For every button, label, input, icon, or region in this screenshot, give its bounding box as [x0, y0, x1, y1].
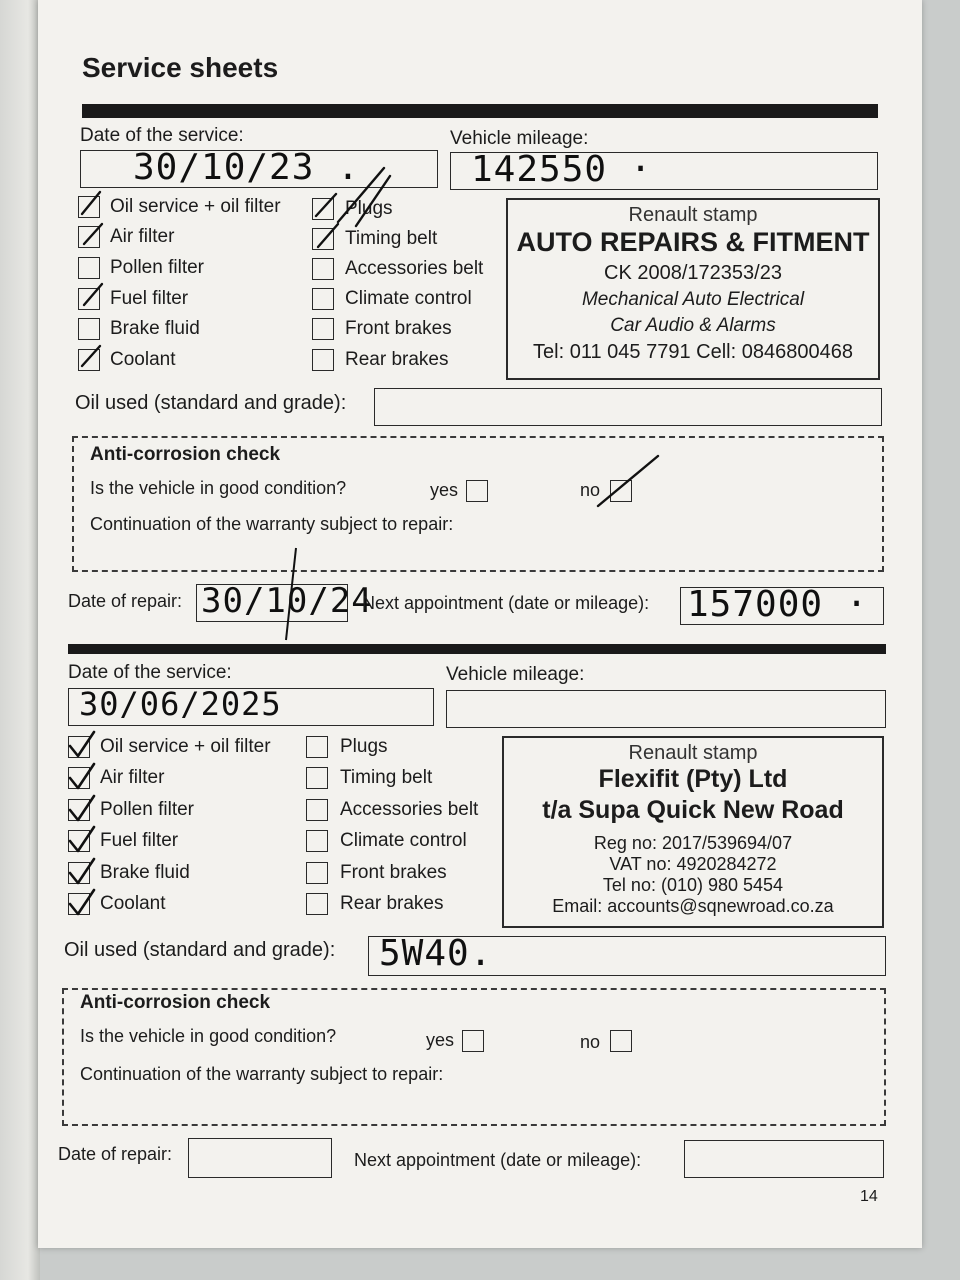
warranty-continuation-label: Continuation of the warranty subject to repair:	[90, 514, 454, 534]
item-label: Coolant	[110, 349, 176, 370]
date-of-repair-label: Date of repair:	[68, 591, 183, 611]
no-label: no	[580, 1032, 601, 1052]
item-label: Climate control	[340, 830, 467, 851]
item-label: Front brakes	[345, 318, 452, 339]
item-label: Plugs	[340, 736, 388, 757]
oil-used-field[interactable]	[368, 933, 886, 976]
item-label: Air filter	[110, 226, 175, 247]
stamp-services-line-1: Mechanical Auto Electrical	[581, 289, 805, 310]
checkbox-rear-brakes[interactable]	[312, 349, 334, 371]
checkbox-climate-control[interactable]	[306, 830, 328, 852]
item-label: Rear brakes	[340, 893, 444, 914]
item-label: Fuel filter	[100, 830, 179, 851]
service-date-label: Date of the service:	[80, 125, 244, 146]
workshop-stamp	[506, 198, 880, 380]
yes-checkbox[interactable]	[462, 1030, 484, 1052]
item-label: Pollen filter	[100, 799, 194, 820]
item-label: Pollen filter	[110, 257, 204, 278]
oil-used-value: 5W40.	[379, 933, 493, 974]
checkbox-plugs[interactable]	[306, 736, 328, 758]
checkbox-front-brakes[interactable]	[306, 862, 328, 884]
next-appointment-label: Next appointment (date or mileage):	[362, 593, 650, 613]
date-of-repair-field[interactable]	[188, 1138, 332, 1178]
stamp-contact-line: Tel: 011 045 7791 Cell: 0846800468	[533, 341, 853, 363]
booklet-spine	[0, 0, 40, 1280]
item-label: Climate control	[345, 288, 472, 309]
checkbox-front-brakes[interactable]	[312, 318, 334, 340]
no-label: no	[580, 480, 601, 500]
item-label: Oil service + oil filter	[100, 736, 271, 757]
vehicle-mileage-field[interactable]	[450, 149, 878, 190]
item-label: Fuel filter	[110, 288, 189, 309]
item-label: Timing belt	[340, 767, 433, 788]
date-of-repair-field[interactable]	[196, 581, 373, 622]
stamp-vat-number: VAT no: 4920284272	[609, 854, 777, 874]
condition-question: Is the vehicle in good condition?	[80, 1026, 337, 1046]
service-date-label: Date of the service:	[68, 662, 232, 683]
stamp-header: Renault stamp	[628, 204, 758, 226]
item-label: Oil service + oil filter	[110, 196, 281, 217]
checkbox-climate-control[interactable]	[312, 288, 334, 310]
item-label: Plugs	[345, 198, 393, 219]
item-label: Brake fluid	[110, 318, 200, 339]
vehicle-mileage-field[interactable]	[446, 690, 886, 728]
stamp-reg-number: CK 2008/172353/23	[604, 262, 782, 284]
checkbox-brake-fluid[interactable]	[78, 318, 100, 340]
vehicle-mileage-value: 142550 ·	[471, 149, 653, 190]
item-label: Air filter	[100, 767, 165, 788]
service-date-field[interactable]	[68, 685, 434, 726]
service-sheet-page	[38, 0, 922, 1248]
page-number: 14	[860, 1188, 878, 1205]
stamp-header: Renault stamp	[628, 742, 758, 764]
anti-corrosion-heading: Anti-corrosion check	[90, 444, 281, 465]
vehicle-mileage-label: Vehicle mileage:	[450, 128, 589, 149]
stamp-reg-number: Reg no: 2017/539694/07	[593, 833, 793, 853]
checkbox-pollen-filter[interactable]	[78, 257, 100, 279]
next-appointment-value: 157000 ·	[687, 584, 869, 625]
no-checkbox[interactable]	[610, 1030, 632, 1052]
checkbox-rear-brakes[interactable]	[306, 893, 328, 915]
item-label: Coolant	[100, 893, 166, 914]
checkbox-accessories-belt[interactable]	[306, 799, 328, 821]
anti-corrosion-panel	[72, 436, 884, 572]
item-label: Accessories belt	[345, 258, 484, 279]
no-checkbox[interactable]	[610, 480, 632, 502]
yes-label: yes	[426, 1030, 455, 1050]
vehicle-mileage-label: Vehicle mileage:	[446, 664, 585, 685]
condition-question: Is the vehicle in good condition?	[90, 478, 347, 498]
item-label: Rear brakes	[345, 349, 449, 370]
stamp-company-name: Flexifit (Pty) Ltd	[598, 765, 788, 793]
date-of-repair-value: 30/10/24	[201, 581, 373, 621]
stamp-services-line-2: Car Audio & Alarms	[610, 315, 776, 336]
oil-used-field[interactable]	[374, 388, 882, 426]
next-appointment-label: Next appointment (date or mileage):	[354, 1150, 642, 1170]
stamp-email: Email: accounts@sqnewroad.co.za	[552, 896, 834, 916]
service-date-value: 30/10/23 .	[133, 147, 360, 188]
handwritten-checkmarks	[38, 0, 39, 1]
yes-checkbox[interactable]	[466, 480, 488, 502]
checkbox-timing-belt[interactable]	[306, 767, 328, 789]
next-appointment-field[interactable]	[680, 584, 884, 625]
item-label: Brake fluid	[100, 862, 190, 883]
anti-corrosion-heading: Anti-corrosion check	[80, 992, 271, 1013]
checkbox-accessories-belt[interactable]	[312, 258, 334, 280]
oil-used-label: Oil used (standard and grade):	[75, 392, 347, 414]
stamp-phone: Tel no: (010) 980 5454	[602, 875, 784, 895]
workshop-stamp	[502, 736, 884, 928]
page-title: Service sheets	[82, 52, 279, 83]
stamp-trading-name: t/a Supa Quick New Road	[542, 796, 844, 824]
header-rule	[82, 104, 878, 118]
section-divider	[68, 644, 886, 654]
oil-used-label: Oil used (standard and grade):	[64, 939, 336, 961]
stamp-company-name: AUTO REPAIRS & FITMENT	[516, 227, 870, 257]
service-date-value: 30/06/2025	[79, 685, 282, 723]
date-of-repair-label: Date of repair:	[58, 1144, 173, 1164]
item-label: Accessories belt	[340, 799, 479, 820]
yes-label: yes	[430, 480, 459, 500]
anti-corrosion-panel	[62, 988, 886, 1126]
item-label: Front brakes	[340, 862, 447, 883]
next-appointment-field[interactable]	[684, 1140, 884, 1178]
item-label: Timing belt	[345, 228, 438, 249]
warranty-continuation-label: Continuation of the warranty subject to repair:	[80, 1064, 444, 1084]
